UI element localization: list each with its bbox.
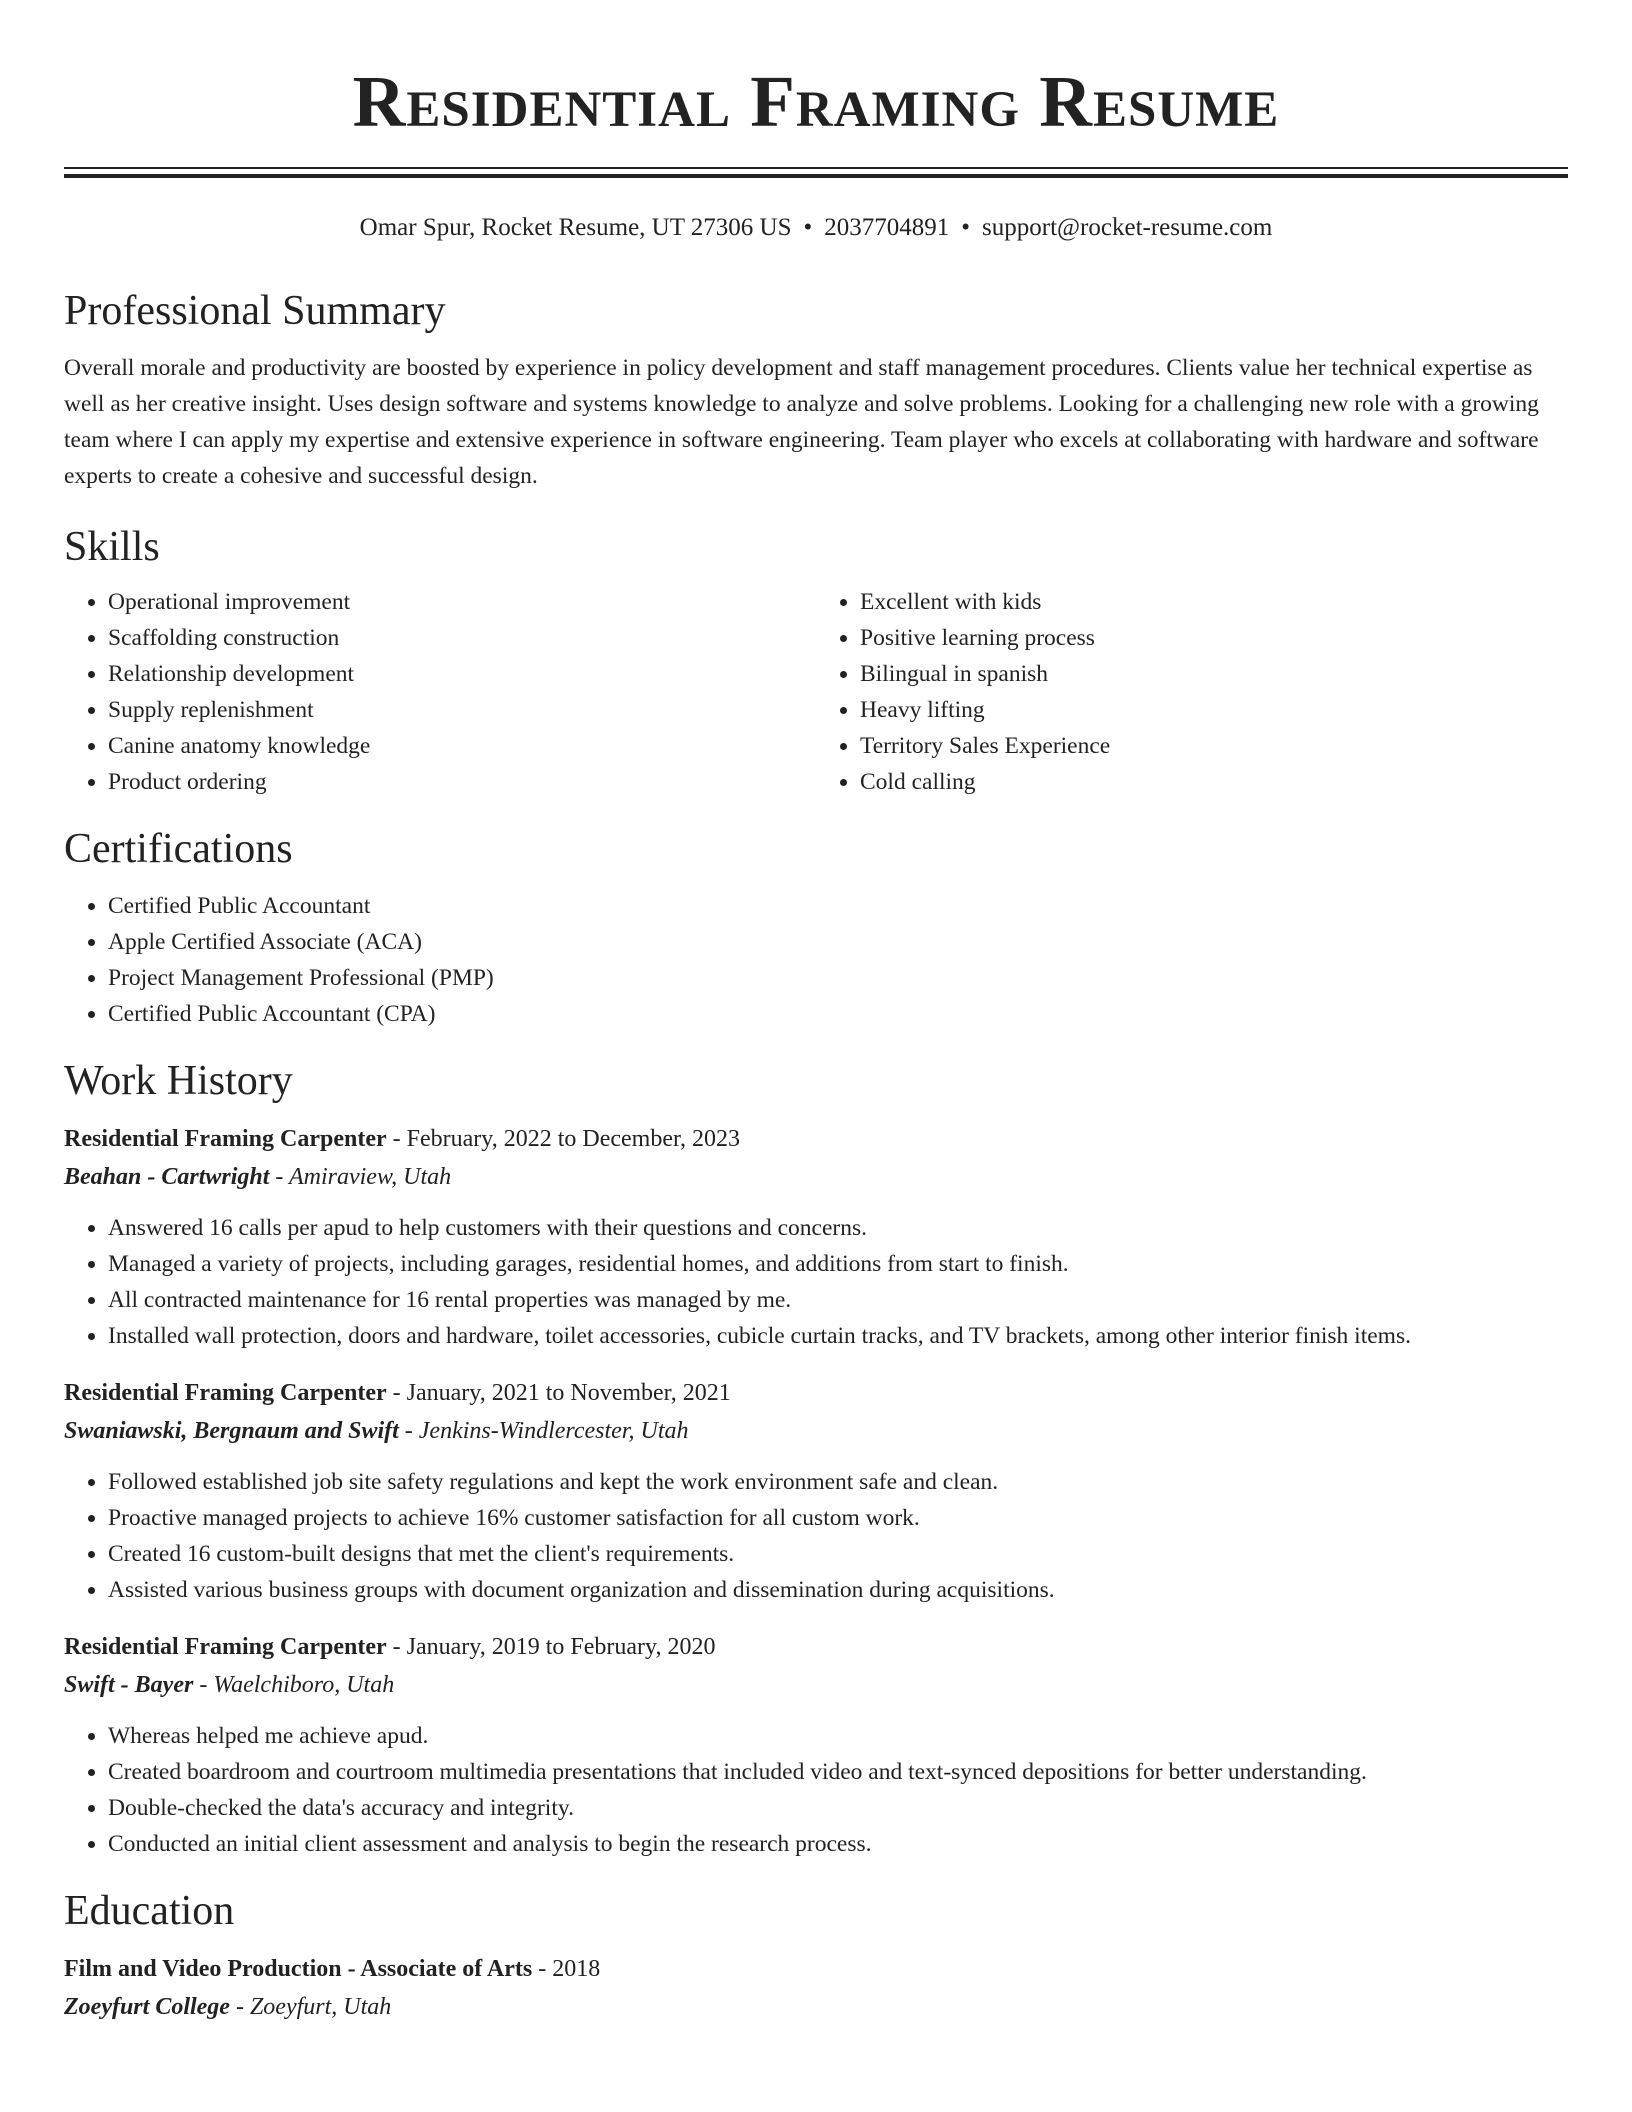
skills-grid <box>64 584 1568 800</box>
certifications-list <box>64 888 1568 1032</box>
job-duty: • All contracted maintenance for 16 rental properties was managed by me. <box>108 1282 1568 1318</box>
job-title: Residential Framing Carpenter <box>64 1380 387 1406</box>
skills-list-left <box>64 584 816 800</box>
skill-item: • Territory Sales Experience <box>860 728 1568 764</box>
skill-item: • Operational improvement <box>108 584 816 620</box>
skill-item: • Heavy lifting <box>860 692 1568 728</box>
job-duty: • Proactive managed projects to achieve 16% customer satisfaction for all custom work. <box>108 1500 1568 1536</box>
job-duties-list <box>64 1464 1568 1608</box>
job-title: Residential Framing Carpenter <box>64 1634 387 1660</box>
education-degree: Film and Video Production - Associate of Arts <box>64 1956 533 1982</box>
job-title-line <box>64 1628 1568 1666</box>
job-employer-line <box>64 1158 1568 1196</box>
summary-heading: Professional Summary <box>64 288 446 334</box>
skill-item: • Product ordering <box>108 764 816 800</box>
education-school-line <box>64 1988 1568 2026</box>
job-duty: • Answered 16 calls per apud to help customers with their questions and concerns. <box>108 1210 1568 1246</box>
skill-item: • Cold calling <box>860 764 1568 800</box>
work-history-heading: Work History <box>64 1058 293 1104</box>
job-location: - Waelchiboro, Utah <box>193 1672 395 1698</box>
job-duty: • Double-checked the data's accuracy and integrity. <box>108 1790 1568 1826</box>
job-duty: • Assisted various business groups with document organization and dissemination during acquisitions. <box>108 1572 1568 1608</box>
contact-line <box>64 212 1568 244</box>
skill-item: • Scaffolding construction <box>108 620 816 656</box>
job-company: Beahan - Cartwright <box>64 1164 270 1190</box>
certification-item: • Project Management Professional (PMP) <box>108 960 1568 996</box>
certification-item: • Certified Public Accountant (CPA) <box>108 996 1568 1032</box>
job-duty: • Installed wall protection, doors and hardware, toilet accessories, cubicle curtain tracks, and TV brackets, among other interior finish items. <box>108 1318 1568 1354</box>
title-divider-thick <box>64 174 1568 178</box>
contact-email: support@rocket-resume.com <box>982 214 1273 241</box>
job-duty: • Followed established job site safety regulations and kept the work environment safe and clean. <box>108 1464 1568 1500</box>
education-location: - Zoeyfurt, Utah <box>229 1994 392 2020</box>
job-title: Residential Framing Carpenter <box>64 1126 387 1152</box>
summary-text: Overall morale and productivity are boosted by experience in policy development and staff management procedures. Clients value her technical expertise as well as her creative insight. Uses design software and systems knowledge to analyze and solve problems. Looking for a challenging new role with a growing team where I can apply my expertise and extensive experience in software engineering. Team player who excels at collaborating with hardware and software experts to create a cohesive and successful design. <box>64 355 1539 489</box>
skill-item: • Canine anatomy knowledge <box>108 728 816 764</box>
job-location: - Jenkins-Windlercester, Utah <box>398 1418 689 1444</box>
education-heading: Education <box>64 1888 235 1934</box>
contact-address: Omar Spur, Rocket Resume, UT 27306 US <box>359 214 792 241</box>
job-employer-line <box>64 1412 1568 1450</box>
title-divider-thin <box>64 167 1568 169</box>
job-duty: • Conducted an initial client assessment and analysis to begin the research process. <box>108 1826 1568 1862</box>
education-year: - 2018 <box>532 1956 601 1982</box>
skill-item: • Excellent with kids <box>860 584 1568 620</box>
skill-item: • Supply replenishment <box>108 692 816 728</box>
skill-item: • Relationship development <box>108 656 816 692</box>
job-duties-list <box>64 1210 1568 1354</box>
job-title-line <box>64 1374 1568 1412</box>
skills-heading: Skills <box>64 524 160 570</box>
job-dates: - January, 2019 to February, 2020 <box>386 1634 716 1660</box>
education-degree-line <box>64 1950 1568 1988</box>
job-dates: - February, 2022 to December, 2023 <box>386 1126 741 1152</box>
resume-title: Residential Framing Resume <box>352 61 1280 142</box>
job-duty: • Whereas helped me achieve apud. <box>108 1718 1568 1754</box>
job-entry <box>64 1374 1568 1608</box>
job-duty: • Created boardroom and courtroom multimedia presentations that included video and text-synced depositions for better understanding. <box>108 1754 1568 1790</box>
skills-list-right <box>816 584 1568 800</box>
job-duty: • Managed a variety of projects, including garages, residential homes, and additions from start to finish. <box>108 1246 1568 1282</box>
job-employer-line <box>64 1666 1568 1704</box>
contact-phone: 2037704891 <box>824 214 950 241</box>
skill-item: • Bilingual in spanish <box>860 656 1568 692</box>
contact-separator: • <box>803 214 813 241</box>
certifications-heading: Certifications <box>64 826 293 872</box>
job-entry <box>64 1628 1568 1862</box>
job-dates: - January, 2021 to November, 2021 <box>386 1380 731 1406</box>
education-school: Zoeyfurt College <box>64 1994 230 2020</box>
certification-item: • Apple Certified Associate (ACA) <box>108 924 1568 960</box>
job-location: - Amiraview, Utah <box>269 1164 452 1190</box>
job-entry <box>64 1120 1568 1354</box>
job-company: Swaniawski, Bergnaum and Swift <box>64 1418 399 1444</box>
skill-item: • Positive learning process <box>860 620 1568 656</box>
job-duties-list <box>64 1718 1568 1862</box>
certification-item: • Certified Public Accountant <box>108 888 1568 924</box>
contact-separator: • <box>961 214 971 241</box>
job-company: Swift - Bayer <box>64 1672 194 1698</box>
job-duty: • Created 16 custom-built designs that met the client's requirements. <box>108 1536 1568 1572</box>
job-title-line <box>64 1120 1568 1158</box>
